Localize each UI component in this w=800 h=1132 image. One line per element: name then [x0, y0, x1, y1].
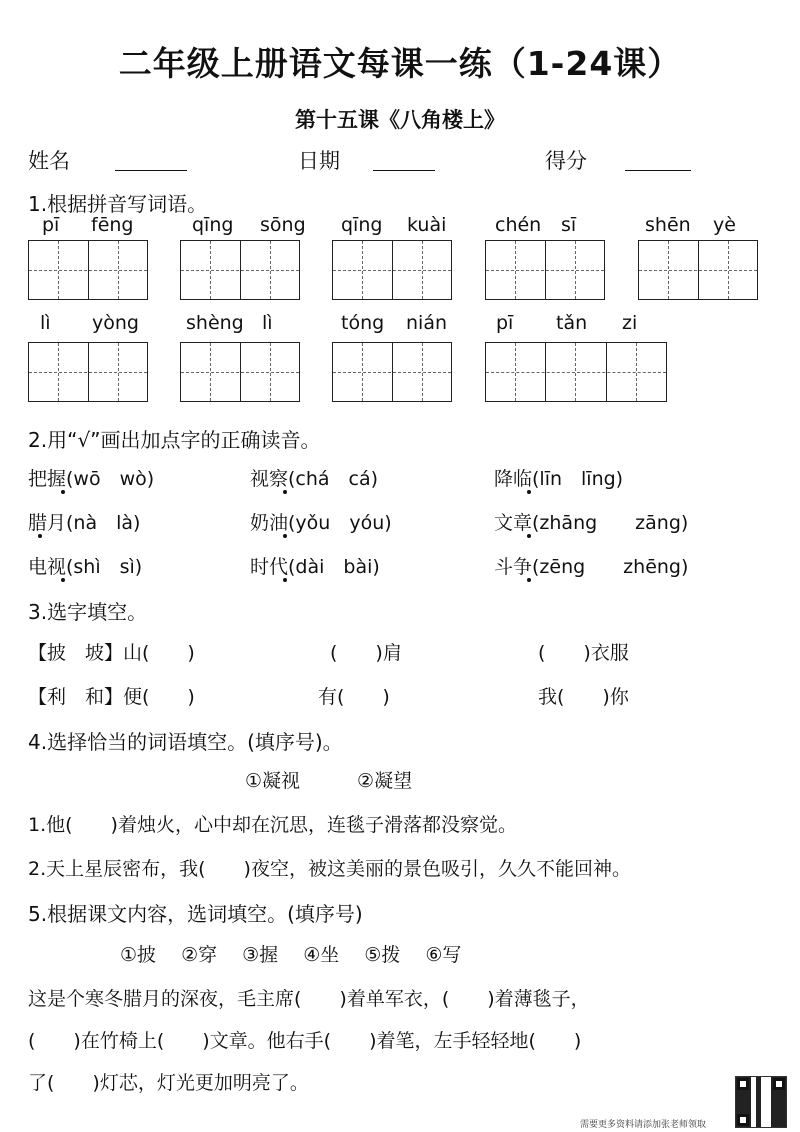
pinyin: lì	[40, 312, 51, 334]
writing-grid[interactable]	[180, 240, 300, 300]
emphasis-dot	[527, 578, 531, 582]
date-label: 日期	[298, 149, 340, 173]
pinyin: nián	[406, 312, 448, 334]
q4-options: ①凝视 ②凝望	[245, 770, 413, 792]
q5-passage-line: ( )在竹椅上( )文章。他右手( )着笔，左手轻轻地( )	[28, 1030, 582, 1052]
emphasis-dot	[527, 490, 531, 494]
reading-item: 斗争(zēng zhēng)	[494, 556, 689, 578]
pinyin: pī	[496, 312, 514, 334]
qr-code-icon	[735, 1076, 787, 1128]
q5-heading: 5.根据课文内容，选词填空。(填序号)	[28, 902, 363, 926]
pinyin: qīng	[192, 214, 234, 236]
writing-grid[interactable]	[332, 342, 452, 402]
pinyin: tǎn	[556, 312, 588, 334]
reading-item: 视察(chá cá)	[250, 468, 379, 490]
score-label: 得分	[545, 149, 587, 173]
pinyin: yòng	[92, 312, 139, 334]
name-label: 姓名	[28, 149, 70, 173]
writing-grid[interactable]	[485, 240, 605, 300]
fill-item: 我( )你	[538, 686, 629, 708]
pinyin: kuài	[407, 214, 447, 236]
pinyin: shēn	[645, 214, 691, 236]
emphasis-dot	[38, 534, 42, 538]
fill-item: 有( )	[318, 686, 390, 708]
reading-item: 文章(zhāng zāng)	[494, 512, 689, 534]
fill-item: 【披 坡】山( )	[28, 642, 195, 664]
q1-heading: 1.根据拼音写词语。	[28, 192, 208, 216]
fill-item: ( )肩	[330, 642, 402, 664]
pinyin: tóng	[341, 312, 385, 334]
q5-passage-line: 了( )灯芯，灯光更加明亮了。	[28, 1072, 309, 1094]
reading-item: 电视(shì sì)	[28, 556, 143, 578]
emphasis-dot	[61, 578, 65, 582]
pinyin: qīng	[341, 214, 383, 236]
writing-grid[interactable]	[180, 342, 300, 402]
emphasis-dot	[61, 490, 65, 494]
q2-heading: 2.用“√”画出加点字的正确读音。	[28, 428, 321, 452]
q3-heading: 3.选字填空。	[28, 600, 148, 624]
pinyin: zi	[622, 312, 638, 334]
name-blank[interactable]	[115, 170, 187, 171]
pinyin: shèng	[186, 312, 244, 334]
page-title: 二年级上册语文每课一练（1-24课）	[118, 44, 682, 83]
fill-item: 【利 和】便( )	[28, 686, 195, 708]
emphasis-dot	[283, 534, 287, 538]
reading-item: 时代(dài bài)	[250, 556, 380, 578]
writing-grid[interactable]	[485, 342, 667, 402]
pinyin: pī	[42, 214, 60, 236]
reading-item: 腊月(nà là)	[28, 512, 141, 534]
pinyin: sōng	[260, 214, 306, 236]
q4-sentence: 1.他( )着烛火，心中却在沉思，连毯子滑落都没察觉。	[28, 814, 517, 836]
footer-note: 需要更多资料请添加张老师领取	[580, 1120, 707, 1130]
q5-passage-line: 这是个寒冬腊月的深夜，毛主席( )着单军衣，( )着薄毯子，	[28, 988, 590, 1010]
q4-heading: 4.选择恰当的词语填空。(填序号)。	[28, 730, 343, 754]
pinyin: lì	[262, 312, 273, 334]
pinyin: chén	[495, 214, 542, 236]
emphasis-dot	[527, 534, 531, 538]
emphasis-dot	[283, 578, 287, 582]
lesson-subtitle: 第十五课《八角楼上》	[295, 108, 505, 132]
fill-item: ( )衣服	[538, 642, 629, 664]
writing-grid[interactable]	[28, 342, 148, 402]
reading-item: 奶油(yǒu yóu)	[250, 512, 392, 534]
writing-grid[interactable]	[332, 240, 452, 300]
writing-grid[interactable]	[28, 240, 148, 300]
reading-item: 把握(wō wò)	[28, 468, 155, 490]
q5-options: ①披 ②穿 ③握 ④坐 ⑤拨 ⑥写	[120, 944, 462, 966]
pinyin: yè	[713, 214, 736, 236]
writing-grid[interactable]	[638, 240, 758, 300]
pinyin: sī	[561, 214, 577, 236]
date-blank[interactable]	[373, 170, 435, 171]
reading-item: 降临(līn līng)	[494, 468, 624, 490]
emphasis-dot	[283, 490, 287, 494]
pinyin: fēng	[91, 214, 134, 236]
score-blank[interactable]	[625, 170, 691, 171]
q4-sentence: 2.天上星辰密布，我( )夜空，被这美丽的景色吸引，久久不能回神。	[28, 858, 631, 880]
